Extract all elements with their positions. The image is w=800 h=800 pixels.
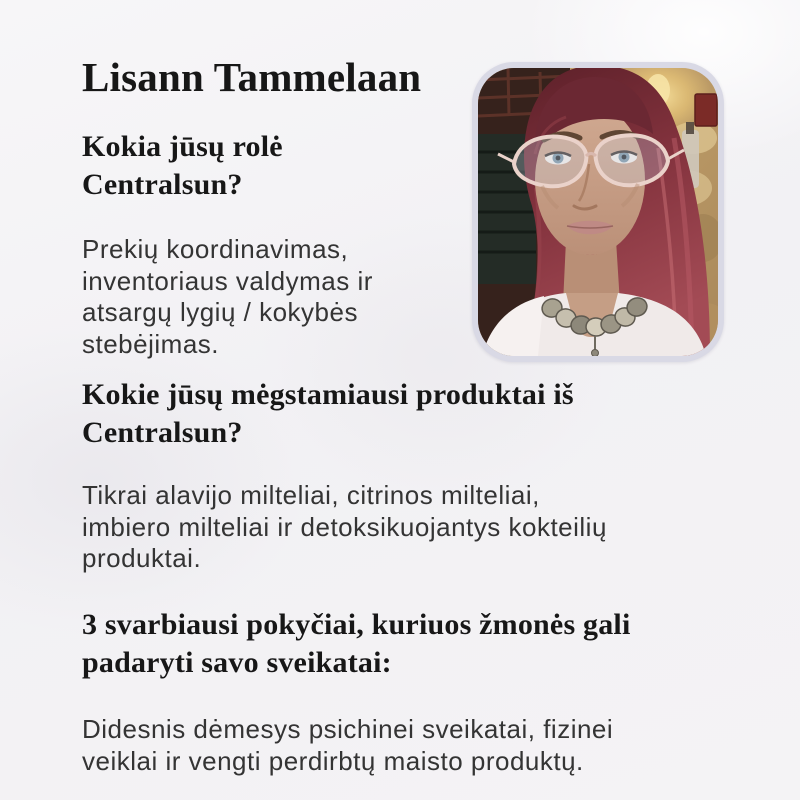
answer-health-changes <box>82 714 613 777</box>
answer-role <box>82 234 373 360</box>
answer-role-line-4: stebėjimas. <box>82 328 219 359</box>
answer-favorite-products-line-2: imbiero milteliai ir detoksikuojantys kokteilių <box>82 511 607 542</box>
question-health-changes <box>82 606 631 682</box>
portrait-illustration <box>478 68 718 356</box>
question-role-line-2: Centralsun? <box>82 168 243 201</box>
question-favorite-products-line-2: Centralsun? <box>82 416 243 449</box>
question-favorite-products-line-1: Kokie jūsų mėgstamiausi produktai iš <box>82 378 574 411</box>
portrait-svg <box>478 68 718 356</box>
answer-favorite-products <box>82 480 607 575</box>
answer-role-line-2: inventoriaus valdymas ir <box>82 265 373 296</box>
answer-favorite-products-line-1: Tikrai alavijo milteliai, citrinos milteliai, <box>82 480 540 510</box>
question-role <box>82 128 283 204</box>
question-health-changes-line-1: 3 svarbiausi pokyčiai, kuriuos žmonės gali <box>82 608 631 641</box>
question-favorite-products <box>82 376 574 452</box>
page-title: Lisann Tammelaan <box>82 54 422 100</box>
answer-health-changes-line-1: Didesnis dėmesys psichinei sveikatai, fizinei <box>82 714 614 744</box>
answer-favorite-products-line-3: produktai. <box>82 543 202 573</box>
answer-role-line-3: atsargų lygių / kokybės <box>82 297 358 327</box>
answer-role-line-1: Prekių koordinavimas, <box>82 234 349 264</box>
profile-photo <box>472 62 724 362</box>
answer-health-changes-line-2: veiklai ir vengti perdirbtų maisto produktų. <box>82 745 584 776</box>
question-role-line-1: Kokia jūsų rolė <box>82 130 283 163</box>
question-health-changes-line-2: padaryti savo sveikatai: <box>82 646 392 679</box>
